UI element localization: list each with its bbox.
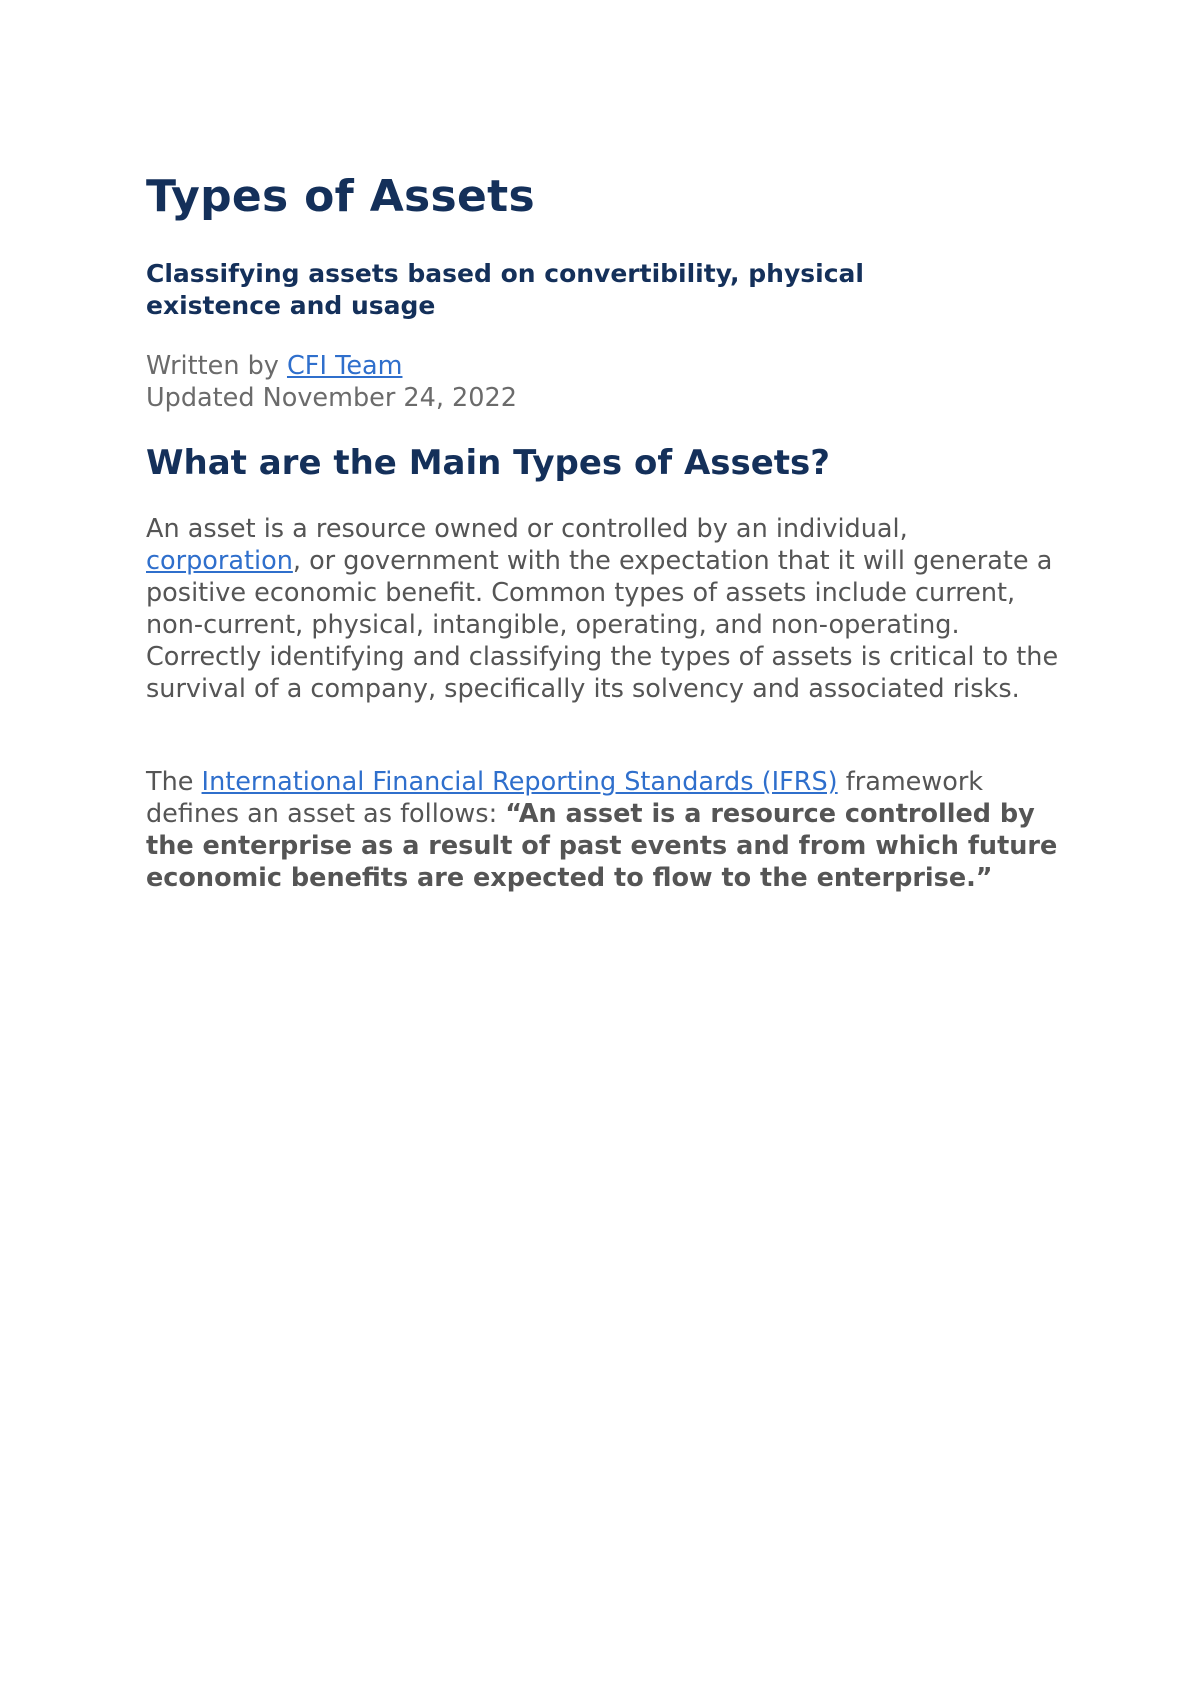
paragraph1-text-end: , or government with the expectation that it will generate a positive economic benefit. Common types of assets include current, non-current, physical, intangible, operating, and non-operating. Correctly identifying and classifying the types of assets is critical to the survival of a company, specifically its solvency and associated risks. [146, 546, 1059, 704]
page-title: Types of Assets [146, 171, 536, 222]
paragraph-ifrs-definition [146, 766, 1066, 894]
article-subtitle: Classifying assets based on convertibility, physical existence and usage [146, 259, 864, 320]
ifrs-quote: “An asset is a resource controlled by the enterprise as a result of past events and from which future economic benefits are expected to flow to the enterprise.” [146, 799, 1058, 893]
author-link[interactable]: CFI Team [286, 351, 403, 381]
updated-date: Updated November 24, 2022 [146, 383, 517, 413]
paragraph1-text-start: An asset is a resource owned or controlled by an individual, [146, 514, 908, 544]
paragraph2-text-start: The [146, 767, 202, 797]
byline-prefix: Written by [146, 351, 287, 381]
section-heading: What are the Main Types of Assets? [146, 443, 831, 483]
paragraph2-text-middle: framework defines an asset as follows: [146, 767, 984, 829]
corporation-link[interactable]: corporation [146, 546, 293, 576]
byline [146, 350, 517, 382]
paragraph-asset-definition [146, 513, 1066, 705]
ifrs-link[interactable]: International Financial Reporting Standards (IFRS) [201, 767, 838, 797]
article-meta [146, 350, 517, 414]
